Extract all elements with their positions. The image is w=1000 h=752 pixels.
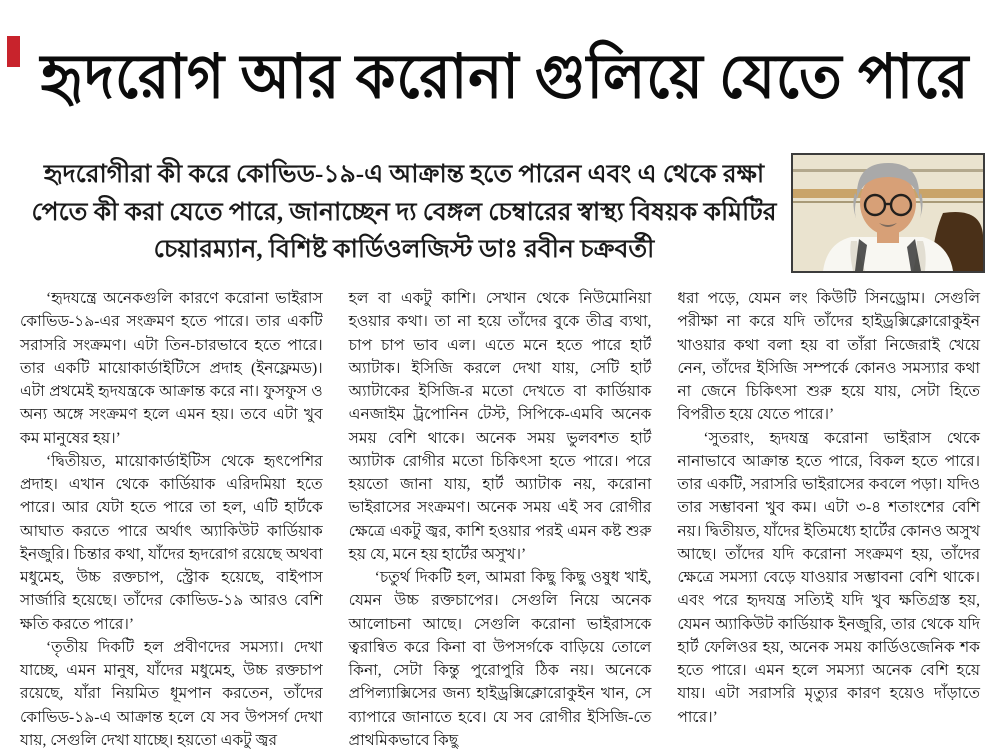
column-1 [20, 287, 323, 752]
article-body [20, 287, 980, 752]
headline: হৃদরোগ আর করোনা গুলিয়ে যেতে পারে [40, 43, 970, 112]
red-accent-mark [7, 36, 20, 67]
paragraph: ‘চতুর্থ দিকটি হল, আমরা কিছু কিছু ওষুধ খাই, যেমন উচ্চ রক্তচাপের। সেগুলি নিয়ে অনেক আলোচনা আছে। সেগুলি করোনা ভাইরাসকে ত্বরান্বিত করে কিনা বা উপসর্গকে বাড়িয়ে তোলে কিনা, সেটা কিন্তু পুরোপুরি ঠিক নয়। অনেকে প্রপিল্যাক্সিসের জন্য হাইড্রক্সিক্লোরোকুইন খান, সে ব্যাপারে জানাতে হবে। যে সব রোগীর ইসিজি-তে প্রাথমিকভাবে কিছু [348, 569, 652, 749]
paragraph: ‘তৃতীয় দিকটি হল প্রবীণদের সমস্যা। দেখা যাচ্ছে, এমন মানুষ, যাঁদের মধুমেহ, উচ্চ রক্তচাপ রয়েছে, যাঁরা নিয়মিত ধূমপান করতেন, তাঁদের কোভিড-১৯-এ আক্রান্ত হলে যে সব উপসর্গ দেখা যায়, সেগুলি দেখা যাচ্ছে। হয়তো একটু জ্বর [20, 638, 323, 749]
paragraph: ধরা পড়ে, যেমন লং কিউটি সিনড্রোম। সেগুলি পরীক্ষা না করে যদি তাঁদের হাইড্রক্সিক্লোরোকুইন খাওয়ার কথা বলা হয় বা তাঁরা নিজেরাই খেয়ে নেন, তাঁদের ইসিজি সম্পর্কে কোনও সমস্যার কথা না জেনে চিকিৎসা শুরু হয়ে যায়, সেটা হিতে বিপরীত হয়ে যেতে পারে।’ [677, 290, 981, 424]
doctor-portrait-illustration [793, 155, 983, 271]
paragraph: ‘সুতরাং, হৃদযন্ত্র করোনা ভাইরাস থেকে নানাভাবে আক্রান্ত হতে পারে, বিকল হতে পারে। তার একটি, সরাসরি ভাইরাসের কবলে পড়া। যদিও তার সম্ভাবনা খুব কম। এটা ৩-৪ শতাংশের বেশি নয়। দ্বিতীয়ত, যাঁদের ইতিমধ্যে হার্টের কোনও অসুখ আছে। তাঁদের যদি করোনা সংক্রমণ হয়, তাঁদের ক্ষেত্রে সমস্যা বেড়ে যাওয়ার সম্ভাবনা বেশি থাকে। এবং পরে হৃদযন্ত্র সত্যিই যদি খুব ক্ষতিগ্রস্ত হয়, যেমন অ্যাকিউট কার্ডিয়াক ইনজুরি, তার থেকে যদি হার্ট ফেলিওর হয়, অনেক সময় কার্ডিওজেনিক শক হতে পারে। এমন হলে সমস্যা অনেক বেশি হয়ে যায়। এটা সরাসরি মৃত্যুর কারণ হয়েও দাঁড়াতে পারে।’ [677, 429, 981, 726]
paragraph: ‘হৃদযন্ত্রে অনেকগুলি কারণে করোনা ভাইরাস কোভিড-১৯-এর সংক্রমণ হতে পারে। তার একটি সরাসরি সংক্রমণ। এটা তিন-চারভাবে হতে পারে। তার একটি মায়োকার্ডাইটিসে প্রদাহ (ইনফ্লেমড)। এটা প্রথমেই হৃদযন্ত্রকে আক্রান্ত করে না। ফুসফুস ও অন্য অঙ্গে সংক্রমণ হলে এমন হয়। তবে এটা খুব কম মানুষের হয়।’ [20, 290, 323, 447]
standfirst: হৃদরোগীরা কী করে কোভিড-১৯-এ আক্রান্ত হতে পারেন এবং এ থেকে রক্ষা পেতে কী করা যেতে পারে, জানাচ্ছেন দ্য বেঙ্গল চেম্বারের স্বাস্থ্য বিষয়ক কমিটির চেয়ারম্যান, বিশিষ্ট কার্ডিওলজিস্ট ডাঃ রবীন চক্রবর্তী [31, 161, 777, 263]
paragraph: ‘দ্বিতীয়ত, মায়োকার্ডাইটিস থেকে হৃৎপেশির প্রদাহ। এখান থেকে কার্ডিয়াক এরিদমিয়া হতে পারে। আর যেটা হতে পারে তা হল, এটি হার্টকে আঘাত করতে পারে অর্থাৎ অ্যাকিউট কার্ডিয়াক ইনজুরি। চিন্তার কথা, যাঁদের হৃদরোগ রয়েছে অথবা মধুমেহ, উচ্চ রক্তচাপ, স্ট্রোক হয়েছে, বাইপাস সার্জারি হয়েছে। তাঁদের কোভিড-১৯ আরও বেশি ক্ষতি করতে পারে।’ [20, 452, 323, 633]
column-3 [677, 287, 980, 752]
doctor-photo [791, 153, 985, 273]
column-2 [349, 287, 652, 752]
paragraph: হল বা একটু কাশি। সেখান থেকে নিউমোনিয়া হওয়ার কথা। তা না হয়ে তাঁদের বুকে তীব্র ব্যথা, চাপ চাপ ভাব এল। এতে মনে হতে পারে হার্ট অ্যাটাক। ইসিজি করলে দেখা যায়, সেটি হার্ট অ্যাটাকের ইসিজি-র মতো দেখতে বা কার্ডিয়াক এনজাইম ট্রপোনিন টেস্ট, সিপিকে-এমবি অনেক সময় বেশি থাকে। অনেক সময় ভুলবশত হার্ট অ্যাটাক রোগীর মতো চিকিৎসা হতে পারে। পরে হয়তো জানা যায়, হার্ট অ্যাটাক নয়, করোনা ভাইরাসের সংক্রমণ। অনেক সময় এই সব রোগীর ক্ষেত্রে একটু জ্বর, কাশি হওয়ার পরই এমন কষ্ট শুরু হয় যে, মনে হয় হার্টের অসুখ।’ [348, 290, 652, 563]
